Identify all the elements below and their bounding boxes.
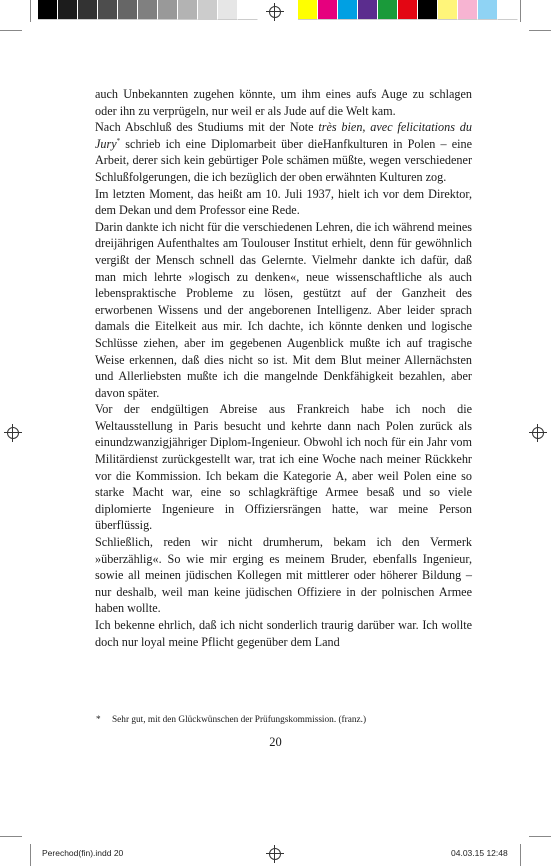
color-swatch	[458, 0, 478, 20]
crop-mark	[30, 0, 31, 22]
color-swatch	[498, 0, 518, 20]
text-run: Nach Abschluß des Studiums mit der Note	[95, 120, 319, 135]
crop-mark	[520, 844, 521, 866]
paragraph: Im letzten Moment, das heißt am 10. Juli 1937, hielt ich vor dem Direktor, dem Dekan und dem Professor eine Rede.	[95, 186, 472, 218]
paragraph	[95, 119, 472, 185]
color-swatch	[98, 0, 118, 20]
paragraph: Schließlich, reden wir nicht drumherum, bekam ich den Vermerk »überzählig«. So wie mir erging es meinem Bruder, ebenfalls Ingenieur, sowie all meinen jüdischen Kollegen mit mittlerer oder höherer Bildung – nur deshalb, weil man keine jüdischen Offiziere in der polnischen Armee haben wollte.	[95, 535, 472, 616]
color-swatch	[438, 0, 458, 20]
registration-mark-icon	[4, 424, 22, 442]
crop-mark	[30, 844, 31, 866]
crop-mark	[0, 836, 22, 837]
color-swatch	[238, 0, 258, 20]
color-swatch	[398, 0, 418, 20]
crop-mark	[520, 0, 521, 22]
color-swatch	[418, 0, 438, 20]
color-swatch	[478, 0, 498, 20]
color-swatch	[338, 0, 358, 20]
registration-mark-icon	[266, 3, 284, 21]
text-run: schrieb ich eine Diplomarbeit über dieHanfkulturen in Polen – eine Arbeit, derer sich kein gebürtiger Pole schämen müßte, wegen verschiedener Schlußfolgerungen, die ich bezüglich der oben erwähnten Kulturen zog.	[95, 136, 472, 184]
color-swatch	[178, 0, 198, 20]
body-text	[95, 86, 472, 650]
color-swatch	[38, 0, 58, 20]
color-swatch	[58, 0, 78, 20]
color-swatch	[158, 0, 178, 20]
paragraph: Ich bekenne ehrlich, daß ich nicht sonderlich traurig darüber war. Ich wollte doch nur loyal meine Pflicht gegenüber dem Land	[95, 618, 472, 649]
color-swatch	[378, 0, 398, 20]
page-number: 20	[269, 735, 282, 749]
crop-mark	[0, 30, 22, 31]
color-swatch	[118, 0, 138, 20]
italic-phrase: très bien, avec felicitations du Jury	[95, 120, 472, 151]
footnote-reference: *	[116, 136, 121, 145]
footnote-marker: *	[96, 715, 101, 725]
registration-mark-icon	[266, 845, 284, 863]
color-swatch	[198, 0, 218, 20]
crop-mark	[529, 836, 551, 837]
grayscale-color-bar	[38, 0, 258, 20]
paragraph: Vor der endgültigen Abreise aus Frankreich habe ich noch die Weltausstellung in Paris besucht und kehrte dann nach Polen zurück als einundzwanzigjähriger Diplom-Ingenieur. Obwohl ich noch für ein Jahr vom Militärdienst zurückgestellt war, trat ich eine Woche nach meiner Rückkehr vor die Kommission. Ich bekam die Kategorie A, aber weil Polen eine so starke Macht war, eine so schlagkräftige Armee besaß und so viele diplomierte Ingenieure in Offiziersrängen hatte, war meine Person überflüssig.	[95, 402, 472, 533]
color-swatch	[298, 0, 318, 20]
color-swatch	[218, 0, 238, 20]
color-swatch	[138, 0, 158, 20]
paragraph: auch Unbekannten zugehen könnte, um ihm eines aufs Auge zu schlagen oder ihn zu verprügeln, nur weil er als Jude auf die Welt kam.	[95, 87, 472, 118]
registration-mark-icon	[529, 424, 547, 442]
footnote-text: Sehr gut, mit den Glückwünschen der Prüfungskommission. (franz.)	[112, 715, 367, 725]
color-swatch	[318, 0, 338, 20]
process-color-bar	[298, 0, 518, 20]
paragraph: Darin dankte ich nicht für die verschiedenen Lehren, die ich während meines dreijährigen Aufenthaltes am Toulouser Institut erhielt, denn für gewöhnlich vergißt der Mensch schnell das Gelernte. Vielmehr dankte ich dafür, daß man mich lehrte »logisch zu denken«, neue wissenschaftliche als auch lebenspraktische Probleme zu lösen, gestützt auf der Ganzheit des erworbenen Wissens und der angeborenen Intelligenz. Aber leider sprach damals die Eitelkeit aus mir. Ich dachte, ich könnte denken und logische Schlüsse ziehen, aber im gegebenen Augenblick mußte ich auf tragische Weise erkennen, daß dies nicht so ist. Mit dem Blut meiner Allernächsten und Allerliebsten mußte ich die mangelnde Denkfähigkeit bezahlen, aber davon später.	[95, 219, 472, 400]
crop-mark	[529, 30, 551, 31]
slug-filename: Perechod(fin).indd 20	[42, 848, 124, 858]
color-swatch	[358, 0, 378, 20]
footnote	[96, 714, 473, 726]
slug-datetime: 04.03.15 12:48	[451, 848, 508, 858]
color-swatch	[78, 0, 98, 20]
